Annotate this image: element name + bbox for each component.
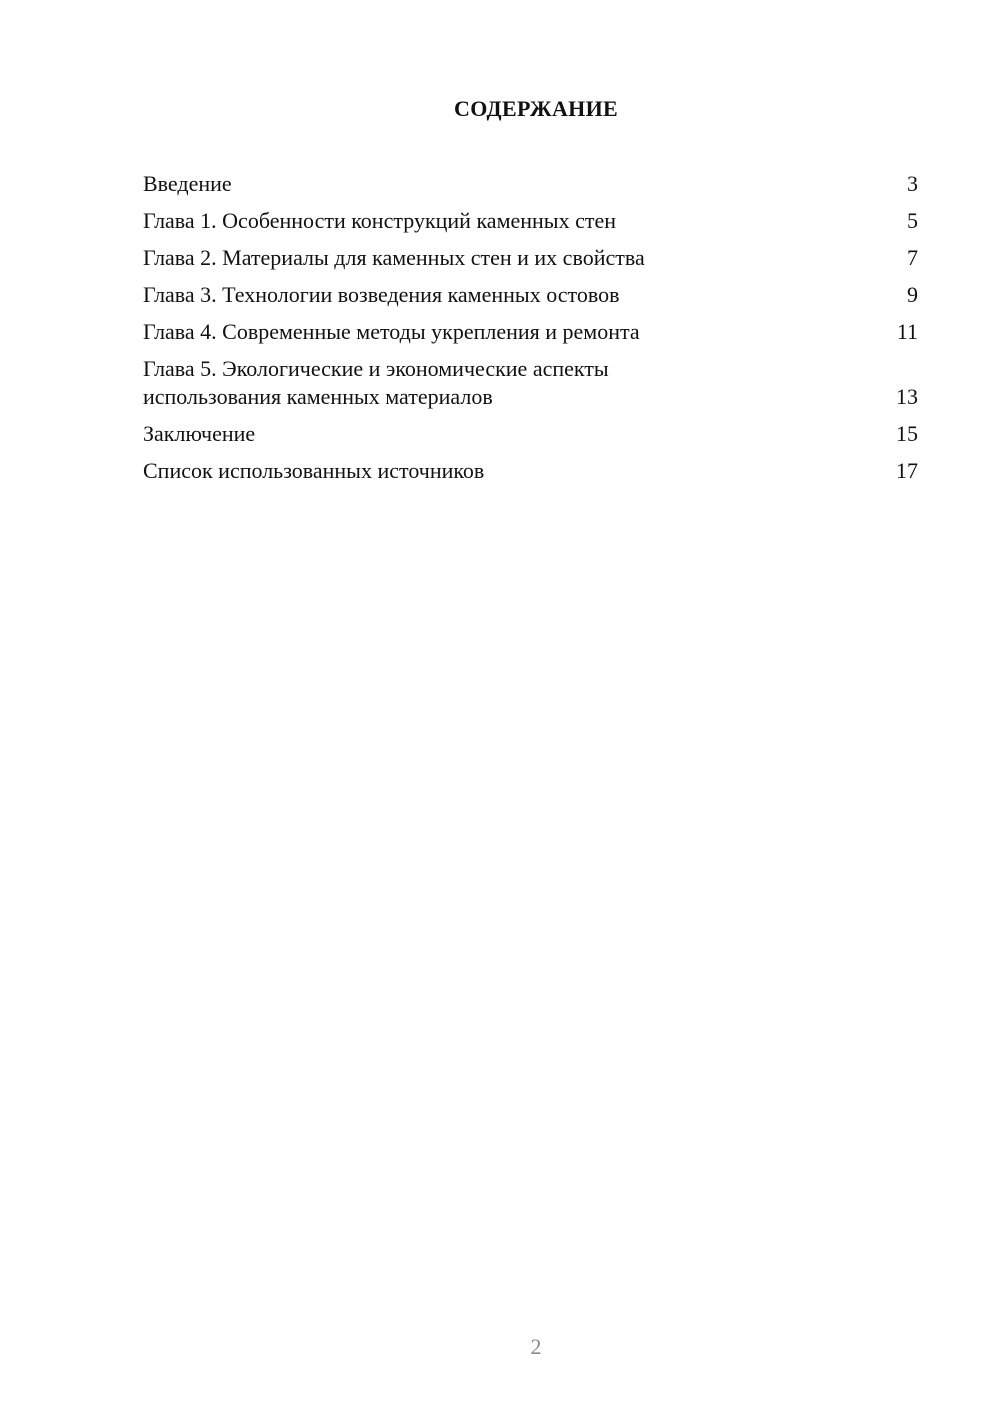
toc-entry-page: 7 — [907, 245, 918, 270]
page-number: 2 — [530, 1334, 542, 1359]
toc-entry-title — [143, 244, 878, 272]
toc-entry-chapter-5 — [143, 355, 918, 411]
toc-entry-line: Глава 5. Экологические и экономические аспекты — [143, 356, 609, 381]
toc-entry-introduction — [143, 170, 918, 198]
toc-entry-line: Глава 1. Особенности конструкций каменных стен — [143, 208, 616, 233]
toc-entry-conclusion — [143, 420, 918, 448]
toc-entry-line: Список использованных источников — [143, 458, 485, 483]
toc-entry-page: 5 — [907, 208, 918, 233]
toc-entry-title — [143, 420, 878, 448]
toc-entry-line: Глава 3. Технологии возведения каменных остовов — [143, 282, 620, 307]
toc-entry-line: Введение — [143, 171, 232, 196]
toc-entry-chapter-1 — [143, 207, 918, 235]
toc-entry-page: 3 — [907, 171, 918, 196]
toc-entry-title — [143, 170, 878, 198]
toc-entry-title — [143, 281, 878, 309]
toc-entry-line: Глава 4. Современные методы укрепления и ремонта — [143, 319, 640, 344]
toc-entry-page: 13 — [896, 384, 918, 409]
toc-entry-chapter-3 — [143, 281, 918, 309]
toc-entry-title — [143, 207, 878, 235]
toc-entry-references — [143, 457, 918, 485]
toc-entry-chapter-4 — [143, 318, 918, 346]
toc-entry-page: 17 — [896, 458, 918, 483]
toc-entry-page: 15 — [896, 421, 918, 446]
toc-entry-page: 11 — [896, 319, 918, 344]
toc-entry-title — [143, 318, 878, 346]
toc-entry-line: использования каменных материалов — [143, 384, 493, 409]
toc-entry-title — [143, 457, 878, 485]
toc-entry-chapter-2 — [143, 244, 918, 272]
toc-entry-page: 9 — [907, 282, 918, 307]
page-title: СОДЕРЖАНИЕ — [454, 96, 618, 121]
toc-entry-line: Глава 2. Материалы для каменных стен и их свойства — [143, 245, 645, 270]
toc-entry-title — [143, 355, 878, 411]
toc-entry-line: Заключение — [143, 421, 256, 446]
table-of-contents — [143, 170, 918, 494]
